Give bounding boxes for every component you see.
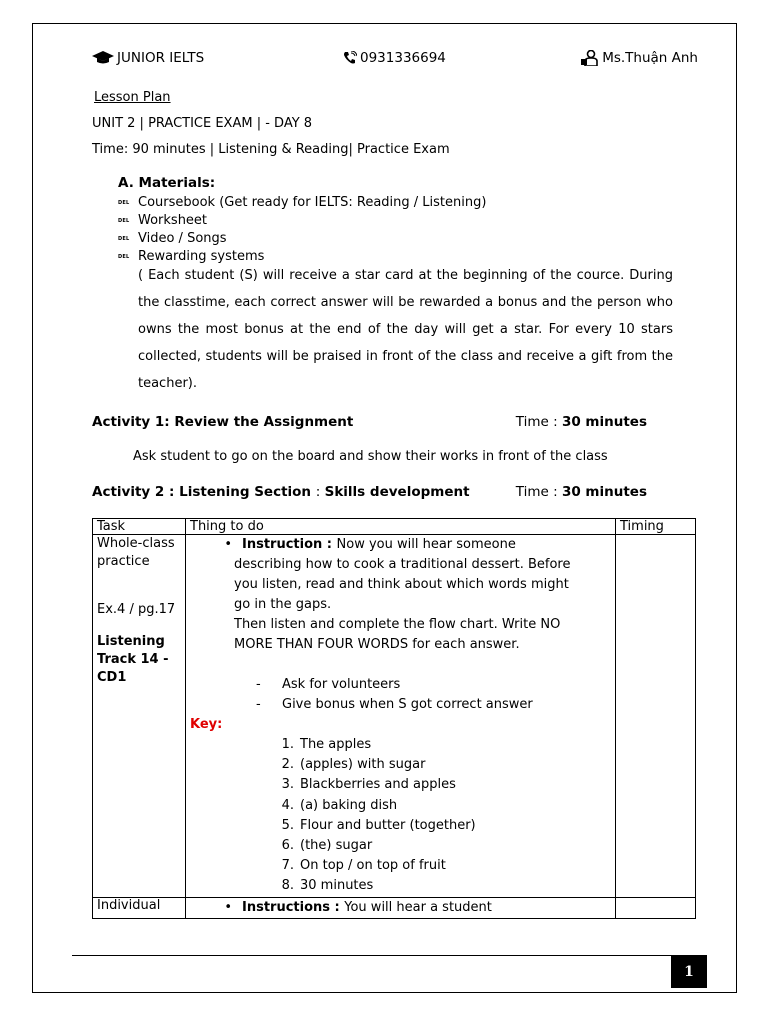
teacher-icon: [581, 50, 599, 66]
key-answer: The apples: [300, 737, 372, 752]
key-item: 6. (the) sugar: [281, 838, 373, 854]
unit-line: UNIT 2 | PRACTICE EXAM | - DAY 8: [92, 116, 313, 131]
step-item: - Give bonus when S got correct answer: [190, 695, 611, 715]
task-cell: [93, 535, 186, 898]
list-item: [118, 212, 486, 230]
activity-2-title-a: Activity 2 : Listening Section: [92, 484, 316, 500]
key-answer: (a) baking dish: [300, 797, 398, 813]
activity-2-title-b: Skills development: [324, 484, 470, 500]
key-item: 7. On top / on top of fruit: [281, 858, 446, 874]
teacher-name: Ms.Thuận Anh: [602, 50, 698, 66]
key-item: 2. (apples) with sugar: [281, 757, 426, 773]
material-item: Coursebook (Get ready for IELTS: Reading / Listening): [138, 195, 487, 210]
table-header: Timing: [616, 519, 696, 535]
instruction-text: MORE THAN FOUR WORDS for each answer.: [234, 637, 520, 652]
key-item: 5. Flour and butter (together): [281, 817, 476, 833]
task-text: Whole-class: [97, 536, 175, 551]
brand-name: JUNIOR IELTS: [117, 50, 205, 66]
phone-number: 0931336694: [360, 50, 446, 66]
time-line: Time: 90 minutes | Listening & Reading| Practice Exam: [92, 142, 450, 157]
track-text: CD1: [97, 670, 127, 685]
material-item: Worksheet: [138, 213, 208, 228]
page-number: 1: [671, 955, 707, 988]
activity-2-title-sep: :: [315, 484, 325, 500]
key-answer: On top / on top of fruit: [300, 858, 446, 874]
key-answer: (apples) with sugar: [300, 757, 426, 773]
table-header: Task: [93, 519, 186, 535]
instruction-label: Instructions :: [242, 899, 345, 915]
timing-cell: [616, 535, 696, 898]
key-list: [190, 735, 611, 897]
instruction-text: go in the gaps.: [234, 597, 332, 612]
track-text: Track 14 -: [97, 652, 169, 667]
rewarding-note: ( Each student (S) will receive a star card at the beginning of the cource. During the classtime, each correct answer will be rewarded a bonus and the person who owns the most bonus at the end of the day will get a star. For every 10 stars collected, students will be praised in front of the class and receive a gift from the teacher).: [138, 268, 673, 391]
activity-1-time: [516, 414, 647, 430]
task-cell: Individual: [93, 897, 186, 918]
bullet-icon: DEL: [118, 200, 130, 206]
header-brand: [92, 50, 204, 66]
bullet-icon: •: [224, 537, 232, 552]
time-label: Time :: [515, 414, 562, 430]
activity-1-note: Ask student to go on the board and show their works in front of the class: [133, 449, 608, 464]
materials-heading: A. Materials:: [118, 175, 216, 191]
table-row: [93, 897, 696, 918]
step-item: - Ask for volunteers: [190, 675, 611, 695]
exercise-ref: Ex.4 / pg.17: [97, 602, 176, 617]
instruction: [190, 898, 611, 918]
time-label: Time :: [515, 484, 562, 500]
list-item: [118, 194, 486, 212]
key-answer: Flour and butter (together): [300, 817, 476, 833]
material-item: Rewarding systems: [138, 249, 265, 264]
page-header: [92, 50, 698, 72]
things-to-do-cell: [186, 897, 616, 918]
task-text: practice: [97, 554, 150, 569]
instruction-text: Then listen and complete the flow chart. Write NO: [234, 617, 561, 632]
key-item: 3. Blackberries and apples: [281, 777, 456, 793]
key-item: 1. The apples: [281, 737, 372, 752]
bullet-icon: DEL: [118, 218, 130, 224]
step-text: Give bonus when S got correct answer: [282, 697, 533, 712]
activity-2-time: [516, 484, 647, 500]
key-answer: Blackberries and apples: [300, 777, 456, 793]
table-row: [93, 535, 696, 898]
key-answer: (the) sugar: [300, 838, 373, 854]
key-item: 4. (a) baking dish: [281, 797, 398, 813]
lesson-table: [92, 518, 696, 919]
time-value: 30 minutes: [561, 414, 647, 430]
instruction-text: You will hear a student: [344, 899, 492, 915]
bullet-icon: DEL: [118, 236, 130, 242]
phone-icon: [343, 51, 357, 65]
header-teacher: [581, 50, 698, 66]
header-phone: [343, 50, 446, 66]
key-answer: 30 minutes: [300, 878, 374, 894]
material-item: Video / Songs: [138, 231, 227, 246]
instruction-label: Instruction :: [242, 537, 337, 552]
instruction-text: Now you will hear someone: [336, 537, 516, 552]
key-label: Key:: [190, 717, 223, 732]
activity-2-heading: [92, 484, 647, 500]
step-text: Ask for volunteers: [282, 677, 401, 692]
instruction-text: describing how to cook a traditional dessert. Before: [234, 557, 571, 572]
key-item: 8. 30 minutes: [281, 878, 374, 894]
table-header: Thing to do: [186, 519, 616, 535]
track-text: Listening: [97, 634, 165, 649]
list-item: [118, 230, 486, 248]
bullet-icon: DEL: [118, 254, 130, 260]
materials-list: [118, 194, 486, 266]
activity-1-heading: [92, 414, 647, 430]
instruction: [190, 535, 611, 555]
bullet-icon: •: [224, 899, 232, 915]
time-value: 30 minutes: [561, 484, 647, 500]
activity-1-title: Activity 1: Review the Assignment: [92, 414, 354, 430]
things-to-do-cell: [186, 535, 616, 898]
lesson-plan-label: Lesson Plan: [94, 90, 171, 105]
instruction-text: you listen, read and think about which words might: [234, 577, 569, 592]
timing-cell: [616, 897, 696, 918]
footer-divider: [72, 955, 707, 956]
graduation-cap-icon: [92, 51, 114, 65]
table-header-row: [93, 519, 696, 535]
